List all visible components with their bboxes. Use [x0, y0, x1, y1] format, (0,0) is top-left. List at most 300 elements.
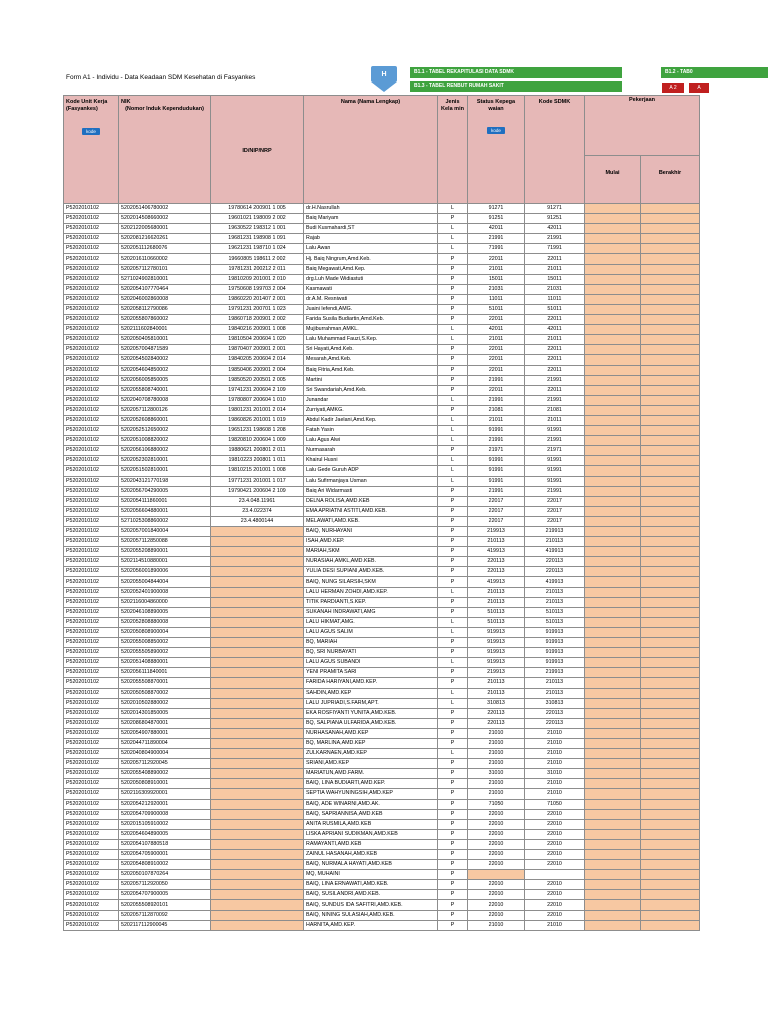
- cell-mulai[interactable]: [585, 829, 641, 839]
- cell-nik[interactable]: 5202054107880518: [119, 839, 211, 849]
- cell-kode-sdmk[interactable]: 21011: [525, 335, 585, 345]
- cell-jenis-kelamin[interactable]: P: [438, 850, 468, 860]
- cell-id-nip[interactable]: 19780807 200604 1 010: [211, 395, 304, 405]
- cell-kode-sdmk[interactable]: 22010: [525, 860, 585, 870]
- cell-kode-unit[interactable]: P5202010102: [64, 648, 119, 658]
- cell-status[interactable]: 21010: [468, 728, 525, 738]
- cell-kode-sdmk[interactable]: 21991: [525, 234, 585, 244]
- cell-mulai[interactable]: [585, 688, 641, 698]
- cell-nama[interactable]: NURHASANAH,AMD.KEP: [304, 728, 438, 738]
- cell-mulai[interactable]: [585, 779, 641, 789]
- cell-mulai[interactable]: [585, 466, 641, 476]
- cell-kode-sdmk[interactable]: 919913: [525, 638, 585, 648]
- cell-nama[interactable]: dr.H.Nasrullah: [304, 204, 438, 214]
- cell-kode-sdmk[interactable]: 22017: [525, 496, 585, 506]
- cell-kode-sdmk[interactable]: 919913: [525, 627, 585, 637]
- cell-id-nip[interactable]: [211, 597, 304, 607]
- cell-jenis-kelamin[interactable]: P: [438, 405, 468, 415]
- cell-nama[interactable]: BAIQ, LINA ERNAWATI,AMD.KEB.: [304, 880, 438, 890]
- cell-nik[interactable]: 5202052512650002: [119, 426, 211, 436]
- cell-berakhir[interactable]: [641, 627, 700, 637]
- cell-kode-sdmk[interactable]: 22011: [525, 345, 585, 355]
- cell-berakhir[interactable]: [641, 325, 700, 335]
- cell-mulai[interactable]: [585, 738, 641, 748]
- cell-status[interactable]: 21010: [468, 749, 525, 759]
- cell-berakhir[interactable]: [641, 496, 700, 506]
- cell-berakhir[interactable]: [641, 728, 700, 738]
- cell-status[interactable]: 210113: [468, 678, 525, 688]
- cell-nik[interactable]: 5202056106880002: [119, 446, 211, 456]
- cell-mulai[interactable]: [585, 456, 641, 466]
- cell-status[interactable]: 219913: [468, 668, 525, 678]
- cell-mulai[interactable]: [585, 294, 641, 304]
- cell-jenis-kelamin[interactable]: L: [438, 234, 468, 244]
- cell-id-nip[interactable]: 19780614 200901 1 005: [211, 204, 304, 214]
- cell-status[interactable]: 15011: [468, 274, 525, 284]
- cell-nama[interactable]: LALU AGUS SALIM: [304, 627, 438, 637]
- cell-id-nip[interactable]: [211, 890, 304, 900]
- cell-berakhir[interactable]: [641, 900, 700, 910]
- cell-jenis-kelamin[interactable]: P: [438, 527, 468, 537]
- cell-id-nip[interactable]: [211, 537, 304, 547]
- cell-id-nip[interactable]: [211, 567, 304, 577]
- cell-status[interactable]: 21010: [468, 738, 525, 748]
- cell-kode-sdmk[interactable]: 220113: [525, 718, 585, 728]
- cell-berakhir[interactable]: [641, 890, 700, 900]
- cell-jenis-kelamin[interactable]: L: [438, 335, 468, 345]
- cell-kode-unit[interactable]: P5202010102: [64, 627, 119, 637]
- cell-status[interactable]: 210113: [468, 587, 525, 597]
- cell-kode-sdmk[interactable]: 419913: [525, 547, 585, 557]
- cell-nik[interactable]: 5202116309920001: [119, 789, 211, 799]
- cell-berakhir[interactable]: [641, 547, 700, 557]
- cell-kode-unit[interactable]: P5202010102: [64, 789, 119, 799]
- cell-kode-unit[interactable]: P5202010102: [64, 829, 119, 839]
- cell-status[interactable]: 22011: [468, 315, 525, 325]
- cell-status[interactable]: 22017: [468, 496, 525, 506]
- cell-mulai[interactable]: [585, 567, 641, 577]
- cell-berakhir[interactable]: [641, 537, 700, 547]
- cell-nama[interactable]: BAIQ, NUNG SILARSIH,SKM: [304, 577, 438, 587]
- cell-berakhir[interactable]: [641, 829, 700, 839]
- cell-berakhir[interactable]: [641, 698, 700, 708]
- cell-jenis-kelamin[interactable]: P: [438, 365, 468, 375]
- cell-kode-sdmk[interactable]: 51011: [525, 304, 585, 314]
- cell-id-nip[interactable]: [211, 738, 304, 748]
- cell-nik[interactable]: 5202055505890002: [119, 648, 211, 658]
- cell-nama[interactable]: BAIQ, SAPRIANNISA,AMD.KEB: [304, 809, 438, 819]
- cell-berakhir[interactable]: [641, 819, 700, 829]
- cell-jenis-kelamin[interactable]: L: [438, 204, 468, 214]
- cell-nama[interactable]: BQ, MARLINA,AMD.KEP: [304, 738, 438, 748]
- cell-kode-sdmk[interactable]: 510113: [525, 617, 585, 627]
- cell-berakhir[interactable]: [641, 607, 700, 617]
- cell-jenis-kelamin[interactable]: P: [438, 668, 468, 678]
- cell-nik[interactable]: 5202116004860000: [119, 597, 211, 607]
- cell-berakhir[interactable]: [641, 789, 700, 799]
- cell-berakhir[interactable]: [641, 567, 700, 577]
- cell-mulai[interactable]: [585, 254, 641, 264]
- cell-kode-unit[interactable]: P5202010102: [64, 900, 119, 910]
- cell-status[interactable]: 21081: [468, 405, 525, 415]
- cell-mulai[interactable]: [585, 335, 641, 345]
- cell-status[interactable]: 31010: [468, 769, 525, 779]
- cell-berakhir[interactable]: [641, 466, 700, 476]
- cell-status[interactable]: 21011: [468, 335, 525, 345]
- cell-kode-unit[interactable]: P5202010102: [64, 405, 119, 415]
- cell-status[interactable]: 71991: [468, 244, 525, 254]
- cell-kode-sdmk[interactable]: 21991: [525, 436, 585, 446]
- cell-kode-sdmk[interactable]: 22011: [525, 355, 585, 365]
- cell-mulai[interactable]: [585, 405, 641, 415]
- cell-berakhir[interactable]: [641, 244, 700, 254]
- cell-mulai[interactable]: [585, 587, 641, 597]
- cell-nama[interactable]: Juaini Iefendi,AMG.: [304, 304, 438, 314]
- cell-mulai[interactable]: [585, 728, 641, 738]
- cell-id-nip[interactable]: [211, 698, 304, 708]
- cell-kode-unit[interactable]: P5202010102: [64, 436, 119, 446]
- cell-status[interactable]: 310813: [468, 698, 525, 708]
- cell-mulai[interactable]: [585, 698, 641, 708]
- cell-status[interactable]: 210113: [468, 597, 525, 607]
- cell-kode-unit[interactable]: P5202010102: [64, 769, 119, 779]
- cell-berakhir[interactable]: [641, 264, 700, 274]
- cell-status[interactable]: 22010: [468, 809, 525, 819]
- cell-status[interactable]: 22010: [468, 860, 525, 870]
- cell-nama[interactable]: EMA APRIATNI ASTITI,AMD.KEB.: [304, 506, 438, 516]
- cell-berakhir[interactable]: [641, 254, 700, 264]
- cell-berakhir[interactable]: [641, 506, 700, 516]
- cell-kode-unit[interactable]: P5202010102: [64, 870, 119, 880]
- cell-id-nip[interactable]: 19801231 201001 2 014: [211, 405, 304, 415]
- cell-kode-unit[interactable]: P5202010102: [64, 890, 119, 900]
- cell-kode-sdmk[interactable]: 22011: [525, 365, 585, 375]
- cell-nama[interactable]: dr.A.M. Resniwati: [304, 294, 438, 304]
- cell-status[interactable]: 22010: [468, 900, 525, 910]
- cell-jenis-kelamin[interactable]: P: [438, 547, 468, 557]
- cell-kode-sdmk[interactable]: 220113: [525, 567, 585, 577]
- cell-nik[interactable]: 5202054107770464: [119, 284, 211, 294]
- cell-nik[interactable]: 5202052608860001: [119, 415, 211, 425]
- cell-jenis-kelamin[interactable]: P: [438, 779, 468, 789]
- cell-berakhir[interactable]: [641, 527, 700, 537]
- cell-nama[interactable]: Khairul Husni: [304, 456, 438, 466]
- cell-id-nip[interactable]: [211, 577, 304, 587]
- cell-kode-sdmk[interactable]: 91991: [525, 456, 585, 466]
- cell-status[interactable]: 91991: [468, 466, 525, 476]
- cell-status[interactable]: 919913: [468, 627, 525, 637]
- cell-id-nip[interactable]: [211, 880, 304, 890]
- cell-jenis-kelamin[interactable]: P: [438, 728, 468, 738]
- cell-nama[interactable]: FARIDA HARIYANI,AMD.KEP.: [304, 678, 438, 688]
- cell-berakhir[interactable]: [641, 870, 700, 880]
- cell-kode-sdmk[interactable]: 210113: [525, 587, 585, 597]
- cell-status[interactable]: 22011: [468, 254, 525, 264]
- cell-berakhir[interactable]: [641, 385, 700, 395]
- cell-mulai[interactable]: [585, 839, 641, 849]
- cell-kode-sdmk[interactable]: 22011: [525, 254, 585, 264]
- cell-kode-unit[interactable]: P5202010102: [64, 779, 119, 789]
- cell-jenis-kelamin[interactable]: P: [438, 839, 468, 849]
- cell-kode-sdmk[interactable]: 22010: [525, 850, 585, 860]
- cell-kode-sdmk[interactable]: 21010: [525, 749, 585, 759]
- cell-status[interactable]: 42011: [468, 224, 525, 234]
- cell-id-nip[interactable]: 19790421 200604 2 109: [211, 486, 304, 496]
- cell-kode-unit[interactable]: P5202010102: [64, 809, 119, 819]
- cell-nama[interactable]: Baiq Mariyam: [304, 214, 438, 224]
- cell-berakhir[interactable]: [641, 617, 700, 627]
- cell-mulai[interactable]: [585, 920, 641, 930]
- cell-berakhir[interactable]: [641, 224, 700, 234]
- cell-jenis-kelamin[interactable]: P: [438, 799, 468, 809]
- cell-mulai[interactable]: [585, 204, 641, 214]
- cell-status[interactable]: 21991: [468, 234, 525, 244]
- cell-status[interactable]: 91991: [468, 476, 525, 486]
- cell-kode-unit[interactable]: P5202010102: [64, 527, 119, 537]
- cell-mulai[interactable]: [585, 375, 641, 385]
- cell-nik[interactable]: 5202054709900008: [119, 809, 211, 819]
- cell-nik[interactable]: 5202052302810001: [119, 456, 211, 466]
- cell-nama[interactable]: SUKANAH INDRAWATI,AMG: [304, 607, 438, 617]
- cell-kode-sdmk[interactable]: 91991: [525, 466, 585, 476]
- cell-kode-unit[interactable]: P5202010102: [64, 234, 119, 244]
- cell-berakhir[interactable]: [641, 678, 700, 688]
- cell-jenis-kelamin[interactable]: P: [438, 496, 468, 506]
- cell-berakhir[interactable]: [641, 355, 700, 365]
- cell-id-nip[interactable]: 19880621 200801 2 011: [211, 446, 304, 456]
- cell-berakhir[interactable]: [641, 910, 700, 920]
- cell-kode-unit[interactable]: P5202010102: [64, 244, 119, 254]
- cell-id-nip[interactable]: 19741231 200604 2 109: [211, 385, 304, 395]
- cell-berakhir[interactable]: [641, 648, 700, 658]
- cell-kode-sdmk[interactable]: 31010: [525, 769, 585, 779]
- cell-mulai[interactable]: [585, 547, 641, 557]
- cell-nik[interactable]: 5202111602840001: [119, 325, 211, 335]
- cell-mulai[interactable]: [585, 789, 641, 799]
- cell-nama[interactable]: Zurriyati,AMKG.: [304, 405, 438, 415]
- cell-mulai[interactable]: [585, 627, 641, 637]
- cell-nama[interactable]: Baiq Ari Widarmasti: [304, 486, 438, 496]
- cell-status[interactable]: 21991: [468, 375, 525, 385]
- cell-id-nip[interactable]: 19850520 200501 2 005: [211, 375, 304, 385]
- cell-id-nip[interactable]: 19840216 200901 1 008: [211, 325, 304, 335]
- cell-nik[interactable]: 5202054705900001: [119, 850, 211, 860]
- cell-status[interactable]: 21010: [468, 759, 525, 769]
- cell-status[interactable]: 22011: [468, 385, 525, 395]
- cell-status[interactable]: 22010: [468, 839, 525, 849]
- cell-nik[interactable]: 5202010502880002: [119, 698, 211, 708]
- cell-kode-sdmk[interactable]: 21991: [525, 375, 585, 385]
- cell-status[interactable]: 22010: [468, 910, 525, 920]
- cell-berakhir[interactable]: [641, 446, 700, 456]
- cell-nik[interactable]: 5202086804870001: [119, 718, 211, 728]
- cell-mulai[interactable]: [585, 385, 641, 395]
- cell-nama[interactable]: BAIQ, NURMALA HAYATI,AMD.KEB: [304, 860, 438, 870]
- cell-id-nip[interactable]: 19810209 201001 2 010: [211, 274, 304, 284]
- cell-berakhir[interactable]: [641, 839, 700, 849]
- cell-jenis-kelamin[interactable]: L: [438, 426, 468, 436]
- cell-mulai[interactable]: [585, 304, 641, 314]
- cell-kode-unit[interactable]: P5202010102: [64, 516, 119, 526]
- cell-mulai[interactable]: [585, 870, 641, 880]
- cell-jenis-kelamin[interactable]: P: [438, 577, 468, 587]
- cell-status[interactable]: 22010: [468, 890, 525, 900]
- cell-berakhir[interactable]: [641, 516, 700, 526]
- cell-mulai[interactable]: [585, 759, 641, 769]
- cell-nama[interactable]: SEPTIA WAHYUNINGSIH,AMD.KEP: [304, 789, 438, 799]
- cell-id-nip[interactable]: 19630522 198312 1 001: [211, 224, 304, 234]
- cell-berakhir[interactable]: [641, 274, 700, 284]
- cell-nik[interactable]: 5271025308860002: [119, 516, 211, 526]
- cell-nik[interactable]: 5202055008850002: [119, 638, 211, 648]
- down-arrow-icon[interactable]: [371, 82, 397, 92]
- cell-kode-unit[interactable]: P5202010102: [64, 920, 119, 930]
- cell-nik[interactable]: 5202057001840004: [119, 527, 211, 537]
- cell-kode-unit[interactable]: P5202010102: [64, 617, 119, 627]
- cell-nik[interactable]: 5202016110660002: [119, 254, 211, 264]
- cell-jenis-kelamin[interactable]: P: [438, 900, 468, 910]
- cell-jenis-kelamin[interactable]: P: [438, 759, 468, 769]
- cell-kode-unit[interactable]: P5202010102: [64, 375, 119, 385]
- cell-berakhir[interactable]: [641, 284, 700, 294]
- cell-mulai[interactable]: [585, 476, 641, 486]
- cell-status[interactable]: 22011: [468, 345, 525, 355]
- cell-status[interactable]: 510113: [468, 617, 525, 627]
- cell-mulai[interactable]: [585, 506, 641, 516]
- cell-nik[interactable]: 5202015105910002: [119, 819, 211, 829]
- cell-nama[interactable]: Fatah Yasin: [304, 426, 438, 436]
- cell-nama[interactable]: BQ, MARIAH: [304, 638, 438, 648]
- cell-berakhir[interactable]: [641, 304, 700, 314]
- cell-nama[interactable]: SAHDIN,AMD.KEP: [304, 688, 438, 698]
- cell-jenis-kelamin[interactable]: P: [438, 789, 468, 799]
- cell-id-nip[interactable]: [211, 860, 304, 870]
- cell-nik[interactable]: 5202054111860001: [119, 496, 211, 506]
- cell-mulai[interactable]: [585, 395, 641, 405]
- cell-mulai[interactable]: [585, 426, 641, 436]
- cell-nama[interactable]: BAIQ, ADE WINARNI,AMD.AK.: [304, 799, 438, 809]
- cell-kode-unit[interactable]: P5202010102: [64, 688, 119, 698]
- cell-status[interactable]: 220113: [468, 718, 525, 728]
- cell-mulai[interactable]: [585, 809, 641, 819]
- cell-nik[interactable]: 5202054212920001: [119, 799, 211, 809]
- cell-jenis-kelamin[interactable]: P: [438, 638, 468, 648]
- cell-nik[interactable]: 5202052808880008: [119, 617, 211, 627]
- cell-status[interactable]: 11011: [468, 294, 525, 304]
- cell-mulai[interactable]: [585, 214, 641, 224]
- cell-nama[interactable]: ZAINUL HASANAH,AMD.KEB: [304, 850, 438, 860]
- cell-status[interactable]: 91991: [468, 456, 525, 466]
- cell-jenis-kelamin[interactable]: P: [438, 254, 468, 264]
- cell-nama[interactable]: BAIQ, SUSILANDRI,AMD.KEB.: [304, 890, 438, 900]
- cell-status[interactable]: 210113: [468, 537, 525, 547]
- cell-jenis-kelamin[interactable]: L: [438, 698, 468, 708]
- cell-status[interactable]: 91251: [468, 214, 525, 224]
- cell-jenis-kelamin[interactable]: P: [438, 214, 468, 224]
- cell-nama[interactable]: HARNITA,AMD.KEP.: [304, 920, 438, 930]
- cell-jenis-kelamin[interactable]: P: [438, 345, 468, 355]
- cell-status[interactable]: 21010: [468, 779, 525, 789]
- cell-nama[interactable]: Lalu Sufirmanjaya Usman: [304, 476, 438, 486]
- tab-a2[interactable]: A 2: [662, 83, 684, 93]
- cell-kode-unit[interactable]: P5202010102: [64, 264, 119, 274]
- cell-id-nip[interactable]: [211, 547, 304, 557]
- cell-id-nip[interactable]: [211, 638, 304, 648]
- cell-status[interactable]: 91991: [468, 426, 525, 436]
- cell-kode-unit[interactable]: P5202010102: [64, 577, 119, 587]
- cell-mulai[interactable]: [585, 527, 641, 537]
- cell-mulai[interactable]: [585, 769, 641, 779]
- cell-jenis-kelamin[interactable]: P: [438, 890, 468, 900]
- home-nav-button[interactable]: H: [371, 66, 397, 82]
- cell-kode-sdmk[interactable]: 919913: [525, 648, 585, 658]
- cell-id-nip[interactable]: [211, 870, 304, 880]
- cell-nik[interactable]: 5202055808740001: [119, 385, 211, 395]
- cell-berakhir[interactable]: [641, 920, 700, 930]
- cell-mulai[interactable]: [585, 234, 641, 244]
- cell-kode-sdmk[interactable]: 22010: [525, 839, 585, 849]
- cell-kode-sdmk[interactable]: 71991: [525, 244, 585, 254]
- cell-kode-unit[interactable]: P5202010102: [64, 426, 119, 436]
- cell-mulai[interactable]: [585, 718, 641, 728]
- cell-jenis-kelamin[interactable]: P: [438, 516, 468, 526]
- cell-nik[interactable]: 5202051112680076: [119, 244, 211, 254]
- cell-status[interactable]: 22011: [468, 355, 525, 365]
- cell-status[interactable]: 42011: [468, 325, 525, 335]
- cell-berakhir[interactable]: [641, 557, 700, 567]
- cell-berakhir[interactable]: [641, 315, 700, 325]
- cell-id-nip[interactable]: [211, 718, 304, 728]
- cell-mulai[interactable]: [585, 607, 641, 617]
- cell-berakhir[interactable]: [641, 365, 700, 375]
- cell-kode-sdmk[interactable]: 22010: [525, 819, 585, 829]
- cell-nama[interactable]: BAIQ, SUNDUS IDA SAFITRI,AMD.KEB.: [304, 900, 438, 910]
- cell-kode-unit[interactable]: P5202010102: [64, 325, 119, 335]
- cell-nik[interactable]: 5202043121770198: [119, 476, 211, 486]
- cell-mulai[interactable]: [585, 537, 641, 547]
- cell-berakhir[interactable]: [641, 345, 700, 355]
- cell-mulai[interactable]: [585, 658, 641, 668]
- cell-nik[interactable]: 5202055208890001: [119, 547, 211, 557]
- cell-mulai[interactable]: [585, 496, 641, 506]
- cell-jenis-kelamin[interactable]: P: [438, 446, 468, 456]
- cell-kode-unit[interactable]: P5202010102: [64, 486, 119, 496]
- cell-jenis-kelamin[interactable]: L: [438, 224, 468, 234]
- cell-jenis-kelamin[interactable]: P: [438, 567, 468, 577]
- cell-nama[interactable]: Mesarah,Amd.Keb.: [304, 355, 438, 365]
- cell-jenis-kelamin[interactable]: P: [438, 597, 468, 607]
- cell-kode-sdmk[interactable]: 21010: [525, 738, 585, 748]
- cell-jenis-kelamin[interactable]: P: [438, 860, 468, 870]
- cell-status[interactable]: 21991: [468, 395, 525, 405]
- cell-kode-unit[interactable]: P5202010102: [64, 345, 119, 355]
- cell-jenis-kelamin[interactable]: P: [438, 920, 468, 930]
- cell-id-nip[interactable]: 19791231 200701 1 023: [211, 304, 304, 314]
- cell-jenis-kelamin[interactable]: L: [438, 456, 468, 466]
- cell-berakhir[interactable]: [641, 880, 700, 890]
- cell-nik[interactable]: 5202040708780008: [119, 395, 211, 405]
- cell-kode-sdmk[interactable]: 21010: [525, 759, 585, 769]
- cell-kode-sdmk[interactable]: 42011: [525, 224, 585, 234]
- cell-kode-unit[interactable]: P5202010102: [64, 759, 119, 769]
- cell-nik[interactable]: 5202057004871589: [119, 345, 211, 355]
- cell-id-nip[interactable]: 19840205 200604 2 014: [211, 355, 304, 365]
- cell-nama[interactable]: LISKA APRIANI SUDIKMAN,AMD.KEB: [304, 829, 438, 839]
- cell-kode-sdmk[interactable]: 21011: [525, 415, 585, 425]
- cell-berakhir[interactable]: [641, 415, 700, 425]
- cell-nama[interactable]: TITIK PARDIANTI,S.KEP.: [304, 597, 438, 607]
- cell-id-nip[interactable]: 19601021 198009 2 002: [211, 214, 304, 224]
